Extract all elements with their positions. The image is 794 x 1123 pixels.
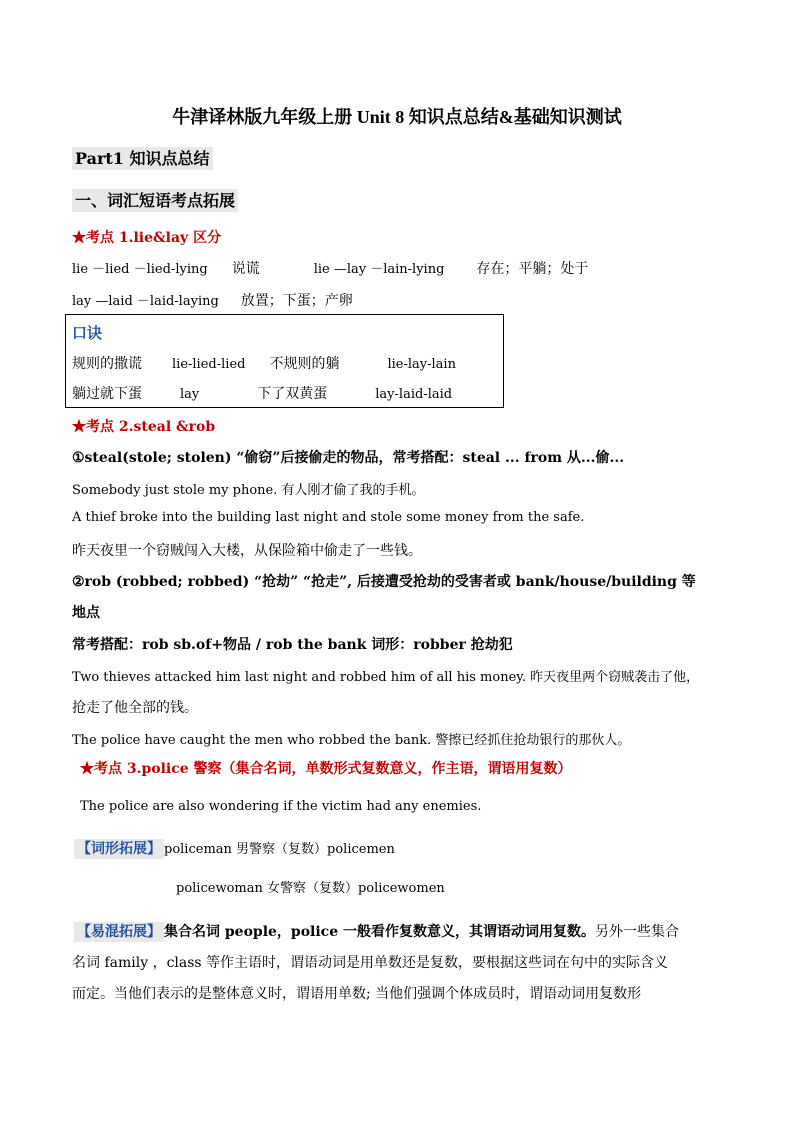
mnemonic-r2c2: lay [180,387,200,402]
confusion-tag: 【易混拓展】 [74,922,164,942]
confusion-note-rest: 另外一些集合 [595,924,679,940]
kp1-lay-meaning: 放置；下蛋；产卵 [240,293,353,309]
steal-example-2-cn: 昨天夜里一个窃贼闯入大楼，从保险箱中偷走了一些钱。 [72,543,422,559]
steal-definition: ①steal(stole; stolen) “偷窃”后接偷走的物品，常考搭配：steal ... from 从...偷... [72,450,625,466]
word-form-tag: 【词形拓展】 [74,839,164,859]
kp1-lie2-forms: lie —lay －lain-lying [313,262,445,277]
kp1-heading: ★考点 1.lie&lay 区分 [72,230,222,246]
rob-example-1: Two thieves attacked him last night and robbed him of all his money. 昨天夜里两个窃贼袭击了他， [72,670,700,685]
confusion-note [74,921,679,941]
kp1-lie-meaning: 说谎 [231,261,260,277]
rob-collocation: 常考搭配：rob sb.of+物品 / rob the bank 词形：robber 抢劫犯 [72,637,513,653]
kp1-lie2-meaning: 存在；平躺；处于 [476,261,589,277]
section-heading-text: 一、词汇短语考点拓展 [72,189,238,212]
kp3-heading: ★考点 3.police 警察（集合名词，单数形式复数意义，作主语，谓语用复数） [80,761,572,777]
word-form-1: policeman 男警察（复数）policemen [164,842,395,857]
mnemonic-r2c3: 下了双黄蛋 [257,386,328,402]
mnemonic-r2c4: lay-laid-laid [375,387,453,402]
confusion-note-bold: 集合名词 people，police 一般看作复数意义，其谓语动词用复数。 [164,924,595,940]
rob-definition: ②rob (robbed; robbed) “抢劫” “抢走”, 后接遭受抢劫的受害者或 bank/house/building 等 [72,574,696,590]
kp1-row2 [72,290,353,310]
kp1-lay-forms: lay —laid －laid-laying [72,294,219,309]
rob-example-2: The police have caught the men who robbed the bank. 警擦已经抓住抢劫银行的那伙人。 [72,733,631,748]
mnemonic-r1c1: 规则的撒谎 [72,356,142,372]
confusion-note-line3: 而定。当他们表示的是整体意义时，谓语用单数; 当他们强调个体成员时，谓语动词用复数形 [72,986,642,1002]
rob-definition-cont: 地点 [72,605,100,621]
rob-example-1-cont: 抢走了他全部的钱。 [72,700,198,716]
mnemonic-r1c2: lie-lied-lied [172,357,246,372]
kp1-lie-forms: lie －lied －lied-lying [72,262,208,277]
steal-example-2: A thief broke into the building last night and stole some money from the safe. [72,510,585,525]
kp1-row1 [72,258,588,278]
mnemonic-r2c1: 躺过就下蛋 [72,386,142,402]
mnemonic-r1c4: lie-lay-lain [387,357,456,372]
police-example: The police are also wondering if the victim had any enemies. [80,799,482,814]
section-heading [72,188,238,211]
mnemonic-box [65,314,504,408]
mnemonic-row1 [72,353,456,373]
part-heading [72,146,213,169]
mnemonic-label: 口诀 [72,324,103,342]
mnemonic-row2 [72,383,452,403]
part-heading-text: Part1 知识点总结 [72,147,213,170]
confusion-note-line2: 名词 family ，class 等作主语时，谓语动词是用单数还是复数，要根据这些词在句中的实际含义 [72,955,669,971]
word-form-2: policewoman 女警察（复数）policewomen [176,881,445,896]
mnemonic-r1c3: 不规则的躺 [269,356,340,372]
word-form-row [74,838,395,858]
kp2-heading: ★考点 2.steal &rob [72,419,216,435]
steal-example-1: Somebody just stole my phone. 有人刚才偷了我的手机。 [72,483,425,498]
page-title: 牛津译林版九年级上册 Unit 8 知识点总结&基础知识测试 [172,107,622,127]
